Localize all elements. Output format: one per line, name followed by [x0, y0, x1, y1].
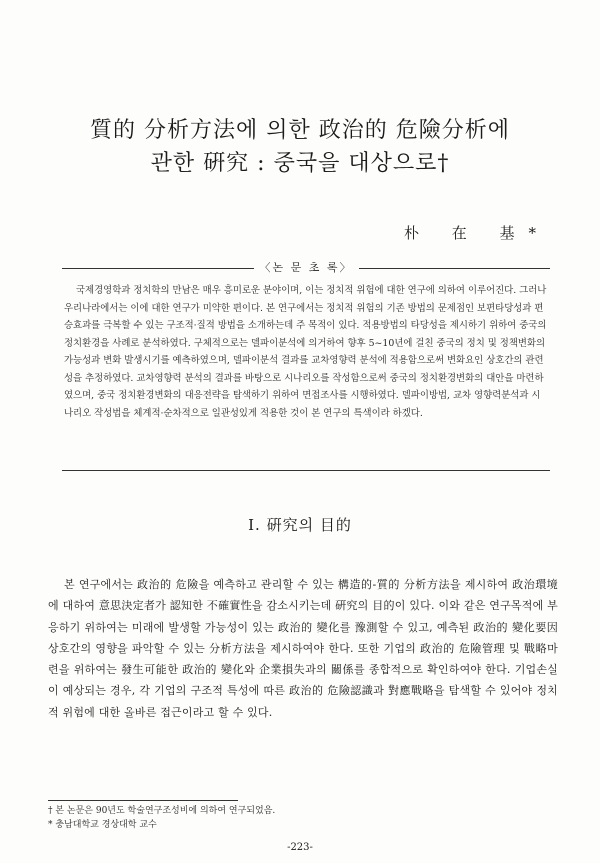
paper-title [0, 114, 600, 180]
footnote-affiliation: * 충남대학교 경상대학 교수 [48, 820, 157, 830]
title-line-2: 관한 硏究 : 중국을 대상으로† [150, 151, 450, 176]
title-line-1: 質的 分析方法에 의한 政治的 危險分析에 [90, 118, 510, 143]
page-number: -223- [287, 842, 313, 853]
abstract-body [64, 282, 548, 422]
author-name: 朴 在 基* [403, 224, 550, 242]
abstract-box [62, 261, 550, 471]
footnote-funding: † 본 논문은 90년도 학술연구조성비에 의하여 연구되었음. [48, 806, 276, 816]
abstract-heading [62, 260, 550, 276]
body-paragraph: 본 연구에서는 政治的 危險을 예측하고 관리할 수 있는 構造的-質的 分析方法을 제시하여 政治環境에 대하여 意思決定者가 認知한 不確實性을 감소시키는데 硏究의 目的이 있다. 이와 같은 연구목적에 부응하기 위하여는 미래에 발생할 가능성이 있는 政治的 變化를 豫測할 수 있고, 예측된 政治的 變化要因 상호간의 영향을 파악할 수 있는 分析方法을 제시하여야 한다. 또한 기업의 政治的 危險管理 및 戰略마련을 위하여는 發生可能한 政治的 變化와 企業損失과의 關係를 종합적으로 확인하여야 한다. 기업손실이 예상되는 경우, 각 기업의 구조적 특성에 따른 政治的 危險認識과 對應戰略을 탐색할 수 있어야 정치적 위험에 대한 올바른 접근이라고 할 수 있다. [48, 578, 558, 719]
footnote-divider [48, 800, 238, 801]
body-text [48, 574, 558, 723]
abstract-text: 국제경영학과 정치학의 만남은 매우 흥미로운 분야이며, 이는 정치적 위험에 대한 연구에 의하여 이루어진다. 그러나 우리나라에서는 이에 대한 연구가 미약한 편이다. 본 연구에서는 정치적 위험의 기존 방법의 문제점인 보편타당성과 편승효과를 극복할 수 있는 구조적·질적 방법을 소개하는데 주 목적이 있다. 적용방법의 타당성을 제시하기 위하여 중국의 정치환경을 사례로 분석하였다. 구체적으로는 델파이분석에 의거하여 향후 5~10년에 걸친 중국의 정치 및 정책변화의 가능성과 변화 발생시기를 예측하였으며, 델파이분석 결과를 교차영향력 분석에 적용함으로써 변화요인 상호간의 관련성을 추정하였다. 교차영향력 분석의 결과를 바탕으로 시나리오를 작성함으로써 중국의 정치환경변화의 대안을 마련하였으며, 중국 정치환경변화의 대응전략을 탐색하기 위하여 면접조사를 시행하였다. 델파이방법, 교차 영향력분석과 시나리오 작성법을 체계적·순차적으로 일관성있게 적용한 것이 본 연구의 특색이라 하겠다. [64, 285, 547, 419]
section-heading: Ⅰ. 硏究의 目的 [248, 516, 352, 534]
abstract-heading-label: 〈논 문 초 록〉 [254, 261, 359, 274]
footnotes [48, 804, 275, 832]
